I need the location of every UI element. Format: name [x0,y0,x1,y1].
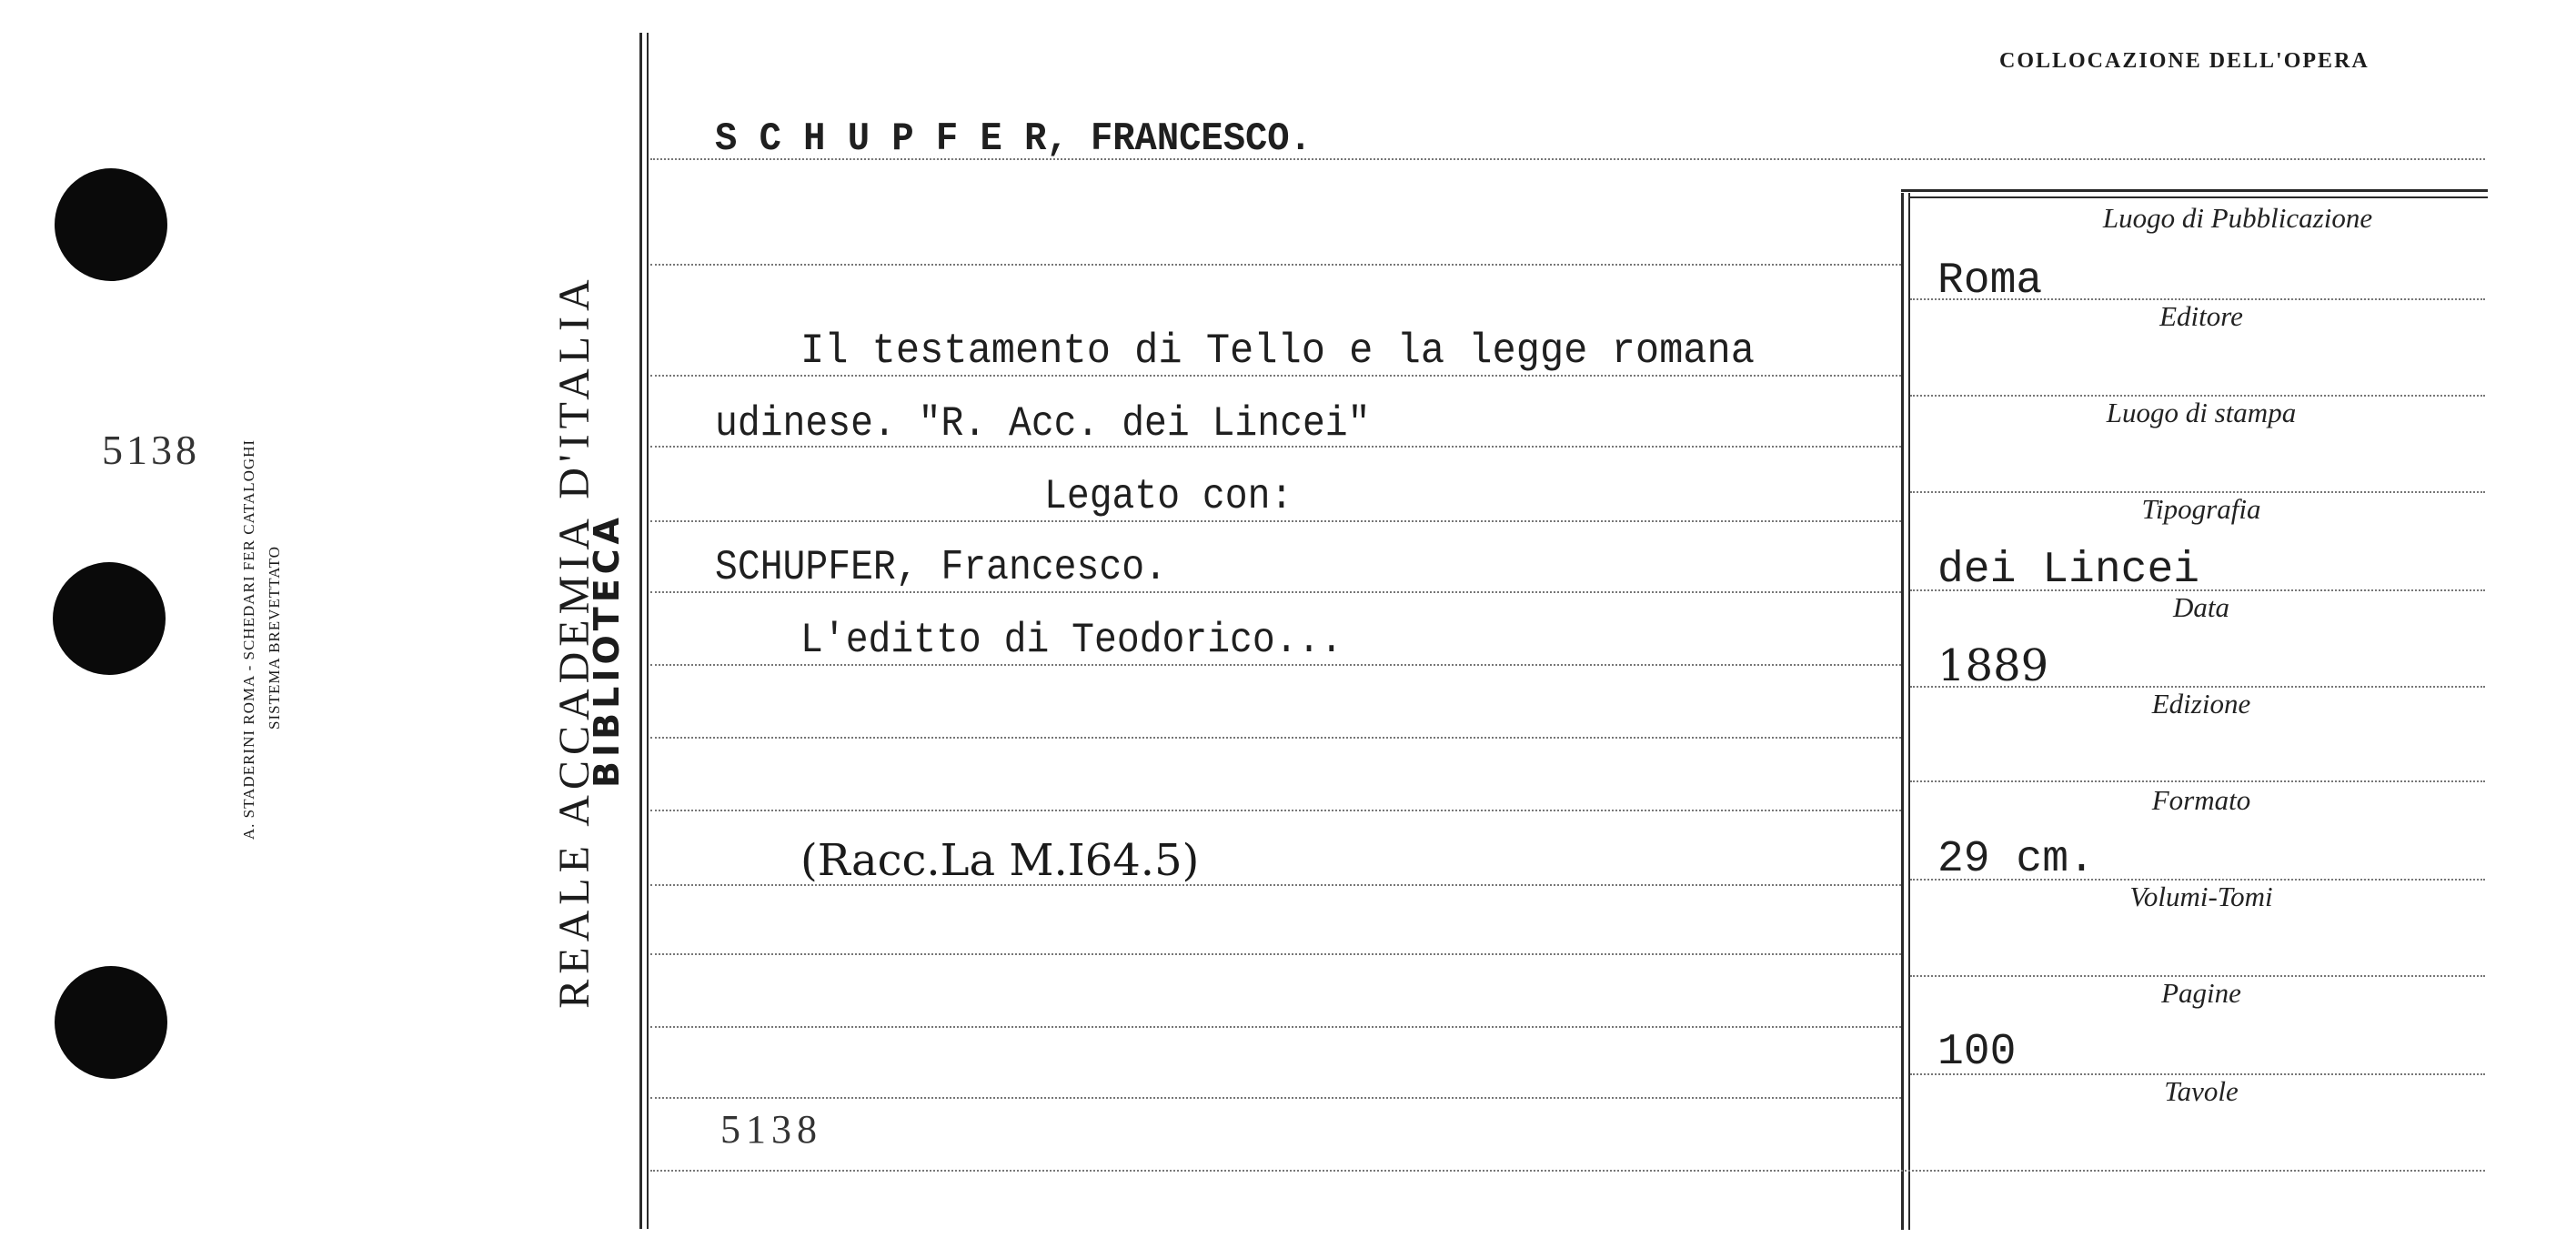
value-luogo-pubblicazione: Roma [1937,257,2043,306]
field-line [1910,780,2485,782]
value-pagine: 100 [1937,1028,2017,1077]
ruled-line [650,1170,2485,1172]
label-data: Data [2173,591,2229,623]
ruled-line [650,810,1901,811]
label-tipografia: Tipografia [2141,493,2261,525]
library-name: BIBLIOTECA [587,513,627,788]
institution-name: REALE ACCADEMIA D'ITALIA [550,274,599,1009]
bottom-catalog-number: 5138 [720,1107,822,1152]
field-box-top-rule-inner [1908,196,2488,198]
value-tipografia: dei Lincei [1937,546,2200,595]
punch-hole-top [55,168,167,281]
punch-hole-bottom [55,966,167,1079]
label-formato: Formato [2151,784,2251,816]
second-author: SCHUPFER, Francesco. [715,544,1167,591]
ruled-line [650,664,1901,666]
label-luogo-stampa: Luogo di stampa [2106,397,2297,428]
label-luogo-pubblicazione: Luogo di Pubblicazione [2102,202,2373,234]
ruled-line [650,520,1901,522]
value-formato: 29 cm. [1937,835,2095,884]
label-pagine: Pagine [2161,977,2241,1009]
label-volumi-tomi: Volumi-Tomi [2129,881,2273,912]
label-editore: Editore [2159,300,2243,332]
left-catalog-number: 5138 [102,427,200,473]
left-margin-rule [639,33,642,1229]
author-heading: S C H U P F E R, FRANCESCO. [715,116,1312,162]
field-box-top-rule [1901,189,2488,192]
shelfmark: (Racc.La M.I64.5) [800,835,1200,886]
ruled-line [650,953,1901,955]
title-line-2: udinese. "R. Acc. dei Lincei" [715,400,1371,448]
value-data: 1889 [1937,640,2049,691]
ruled-line [650,591,1901,593]
label-edizione: Edizione [2151,688,2251,720]
field-column-rule [1901,193,1904,1230]
printer-imprint-line2: SISTEMA BREVETTATO [266,546,283,730]
ruled-line [650,737,1901,739]
printer-imprint-line1: A. STADERINI ROMA - SCHEDARI FER CATALOGHI [240,438,257,840]
ruled-line [650,1097,1901,1099]
collocation-header: COLLOCAZIONE DELL'OPERA [1999,49,2370,73]
label-tavole: Tavole [2164,1075,2239,1107]
punch-hole-middle [53,562,166,675]
ruled-line [650,375,1901,377]
left-margin-rule-inner [647,33,649,1229]
bound-with-label: Legato con: [1044,473,1293,520]
second-title: L'editto di Teodorico... [800,617,1343,664]
ruled-line [650,1026,1901,1028]
title-line-1: Il testamento di Tello e la legge romana [800,327,1755,375]
ruled-line [650,264,1901,266]
